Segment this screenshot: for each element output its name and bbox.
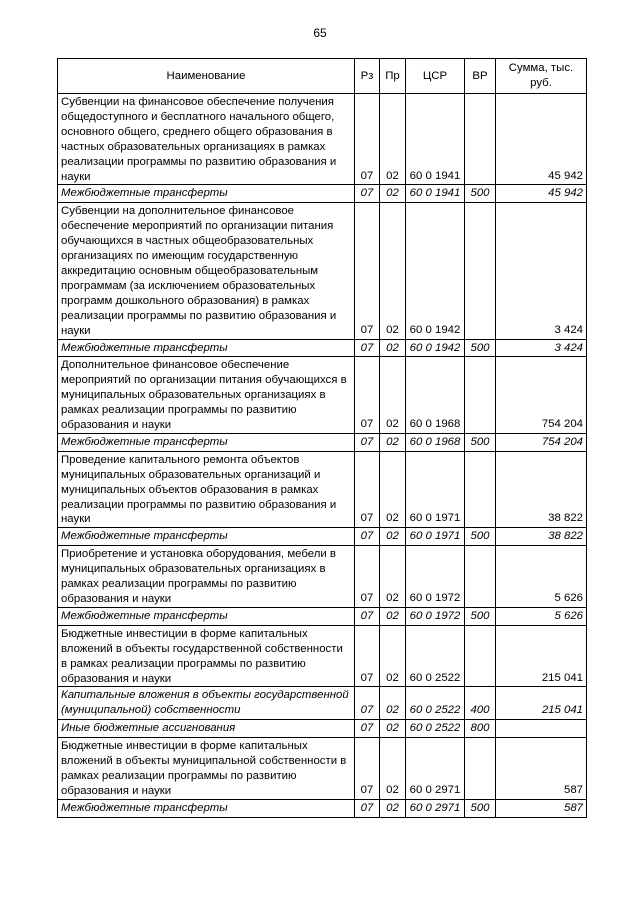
cell-rz: 07 — [355, 799, 380, 817]
cell-vr: 500 — [465, 607, 496, 625]
cell-name: Субвенции на финансовое обеспечение получения общедоступного и бесплатного начального общего, основного общего, среднего общего образования в частных образовательных организациях в рамках реализации программы по развитию образования и науки — [58, 94, 355, 185]
cell-name: Проведение капитального ремонта объектов муниципальных образовательных организаций и муниципальных объектов образования в рамках реализации программы по развитию образования и науки — [58, 451, 355, 528]
cell-vr — [465, 203, 496, 339]
table-row — [58, 451, 587, 528]
table-row — [58, 185, 587, 203]
cell-pr: 02 — [380, 185, 406, 203]
cell-csr: 60 0 1942 — [406, 203, 465, 339]
cell-pr: 02 — [380, 528, 406, 546]
cell-sum: 38 822 — [496, 528, 587, 546]
cell-vr: 500 — [465, 339, 496, 357]
cell-pr: 02 — [380, 546, 406, 608]
cell-rz: 07 — [355, 738, 380, 800]
cell-sum: 45 942 — [496, 94, 587, 185]
cell-sum — [496, 720, 587, 738]
cell-csr: 60 0 1972 — [406, 607, 465, 625]
table-body — [58, 94, 587, 818]
cell-name: Дополнительное финансовое обеспечение мероприятий по организации питания обучающихся в муниципальных образовательных организациях в рамках реализации программы по развитию образования и науки — [58, 357, 355, 434]
cell-sum: 215 041 — [496, 625, 587, 687]
cell-pr: 02 — [380, 738, 406, 800]
page-number: 65 — [313, 26, 327, 40]
header-sum: Сумма, тыс. руб. — [496, 59, 587, 94]
cell-rz: 07 — [355, 687, 380, 720]
table-row — [58, 339, 587, 357]
cell-name: Капитальные вложения в объекты государственной (муниципальной) собственности — [58, 687, 355, 720]
cell-pr: 02 — [380, 451, 406, 528]
table-row — [58, 687, 587, 720]
table-row — [58, 94, 587, 185]
cell-csr: 60 0 1941 — [406, 185, 465, 203]
cell-rz: 07 — [355, 546, 380, 608]
cell-csr: 60 0 2522 — [406, 720, 465, 738]
cell-name: Межбюджетные трансферты — [58, 528, 355, 546]
cell-csr: 60 0 1971 — [406, 451, 465, 528]
cell-name: Межбюджетные трансферты — [58, 607, 355, 625]
cell-vr — [465, 94, 496, 185]
cell-vr — [465, 738, 496, 800]
table-row — [58, 607, 587, 625]
cell-name: Иные бюджетные ассигнования — [58, 720, 355, 738]
cell-pr: 02 — [380, 607, 406, 625]
table-row — [58, 720, 587, 738]
cell-rz: 07 — [355, 451, 380, 528]
cell-sum: 3 424 — [496, 203, 587, 339]
table-row — [58, 799, 587, 817]
cell-csr: 60 0 2522 — [406, 687, 465, 720]
table-row — [58, 738, 587, 800]
cell-rz: 07 — [355, 203, 380, 339]
cell-pr: 02 — [380, 433, 406, 451]
cell-rz: 07 — [355, 433, 380, 451]
cell-sum: 754 204 — [496, 433, 587, 451]
header-pr: Пр — [380, 59, 406, 94]
cell-name: Межбюджетные трансферты — [58, 185, 355, 203]
table-row — [58, 625, 587, 687]
cell-vr: 400 — [465, 687, 496, 720]
cell-sum: 587 — [496, 799, 587, 817]
cell-rz: 07 — [355, 720, 380, 738]
cell-rz: 07 — [355, 339, 380, 357]
cell-name: Субвенции на дополнительное финансовое обеспечение мероприятий по организации питания обучающихся в частных общеобразовательных организациях по имеющим государственную аккредитацию основным общеобразовательным программам (за исключением образовательных программ дошкольного образования) в рамках реализации программы по развитию образования и науки — [58, 203, 355, 339]
cell-rz: 07 — [355, 528, 380, 546]
cell-pr: 02 — [380, 94, 406, 185]
cell-name: Межбюджетные трансферты — [58, 799, 355, 817]
cell-name: Межбюджетные трансферты — [58, 433, 355, 451]
cell-sum: 38 822 — [496, 451, 587, 528]
cell-name: Межбюджетные трансферты — [58, 339, 355, 357]
cell-name: Бюджетные инвестиции в форме капитальных вложений в объекты государственной собственности в рамках реализации программы по развитию образования и науки — [58, 625, 355, 687]
cell-csr: 60 0 1968 — [406, 433, 465, 451]
cell-vr — [465, 357, 496, 434]
cell-vr: 800 — [465, 720, 496, 738]
cell-rz: 07 — [355, 185, 380, 203]
cell-pr: 02 — [380, 687, 406, 720]
table-row — [58, 528, 587, 546]
cell-rz: 07 — [355, 607, 380, 625]
cell-csr: 60 0 1968 — [406, 357, 465, 434]
cell-csr: 60 0 2522 — [406, 625, 465, 687]
cell-csr: 60 0 2971 — [406, 799, 465, 817]
cell-vr — [465, 546, 496, 608]
cell-csr: 60 0 1941 — [406, 94, 465, 185]
cell-sum: 3 424 — [496, 339, 587, 357]
cell-vr — [465, 625, 496, 687]
cell-vr — [465, 451, 496, 528]
cell-sum: 215 041 — [496, 687, 587, 720]
cell-rz: 07 — [355, 94, 380, 185]
cell-csr: 60 0 1971 — [406, 528, 465, 546]
cell-csr: 60 0 1942 — [406, 339, 465, 357]
cell-pr: 02 — [380, 720, 406, 738]
cell-pr: 02 — [380, 203, 406, 339]
table-row — [58, 433, 587, 451]
table-row — [58, 546, 587, 608]
cell-vr: 500 — [465, 433, 496, 451]
cell-vr: 500 — [465, 799, 496, 817]
cell-csr: 60 0 1972 — [406, 546, 465, 608]
cell-vr: 500 — [465, 185, 496, 203]
cell-name: Бюджетные инвестиции в форме капитальных вложений в объекты муниципальной собственности в рамках реализации программы по развитию образования и науки — [58, 738, 355, 800]
cell-pr: 02 — [380, 357, 406, 434]
cell-csr: 60 0 2971 — [406, 738, 465, 800]
header-csr: ЦСР — [406, 59, 465, 94]
cell-sum: 754 204 — [496, 357, 587, 434]
cell-name: Приобретение и установка оборудования, мебели в муниципальных образовательных организациях в рамках реализации программы по развитию образования и науки — [58, 546, 355, 608]
cell-vr: 500 — [465, 528, 496, 546]
header-vr: ВР — [465, 59, 496, 94]
cell-sum: 45 942 — [496, 185, 587, 203]
table-row — [58, 203, 587, 339]
cell-rz: 07 — [355, 357, 380, 434]
cell-pr: 02 — [380, 625, 406, 687]
cell-pr: 02 — [380, 339, 406, 357]
cell-sum: 5 626 — [496, 546, 587, 608]
header-rz: Рз — [355, 59, 380, 94]
budget-table — [57, 58, 587, 818]
table-header-row — [58, 59, 587, 94]
cell-rz: 07 — [355, 625, 380, 687]
header-name: Наименование — [58, 59, 355, 94]
cell-sum: 587 — [496, 738, 587, 800]
table-row — [58, 357, 587, 434]
cell-pr: 02 — [380, 799, 406, 817]
cell-sum: 5 626 — [496, 607, 587, 625]
